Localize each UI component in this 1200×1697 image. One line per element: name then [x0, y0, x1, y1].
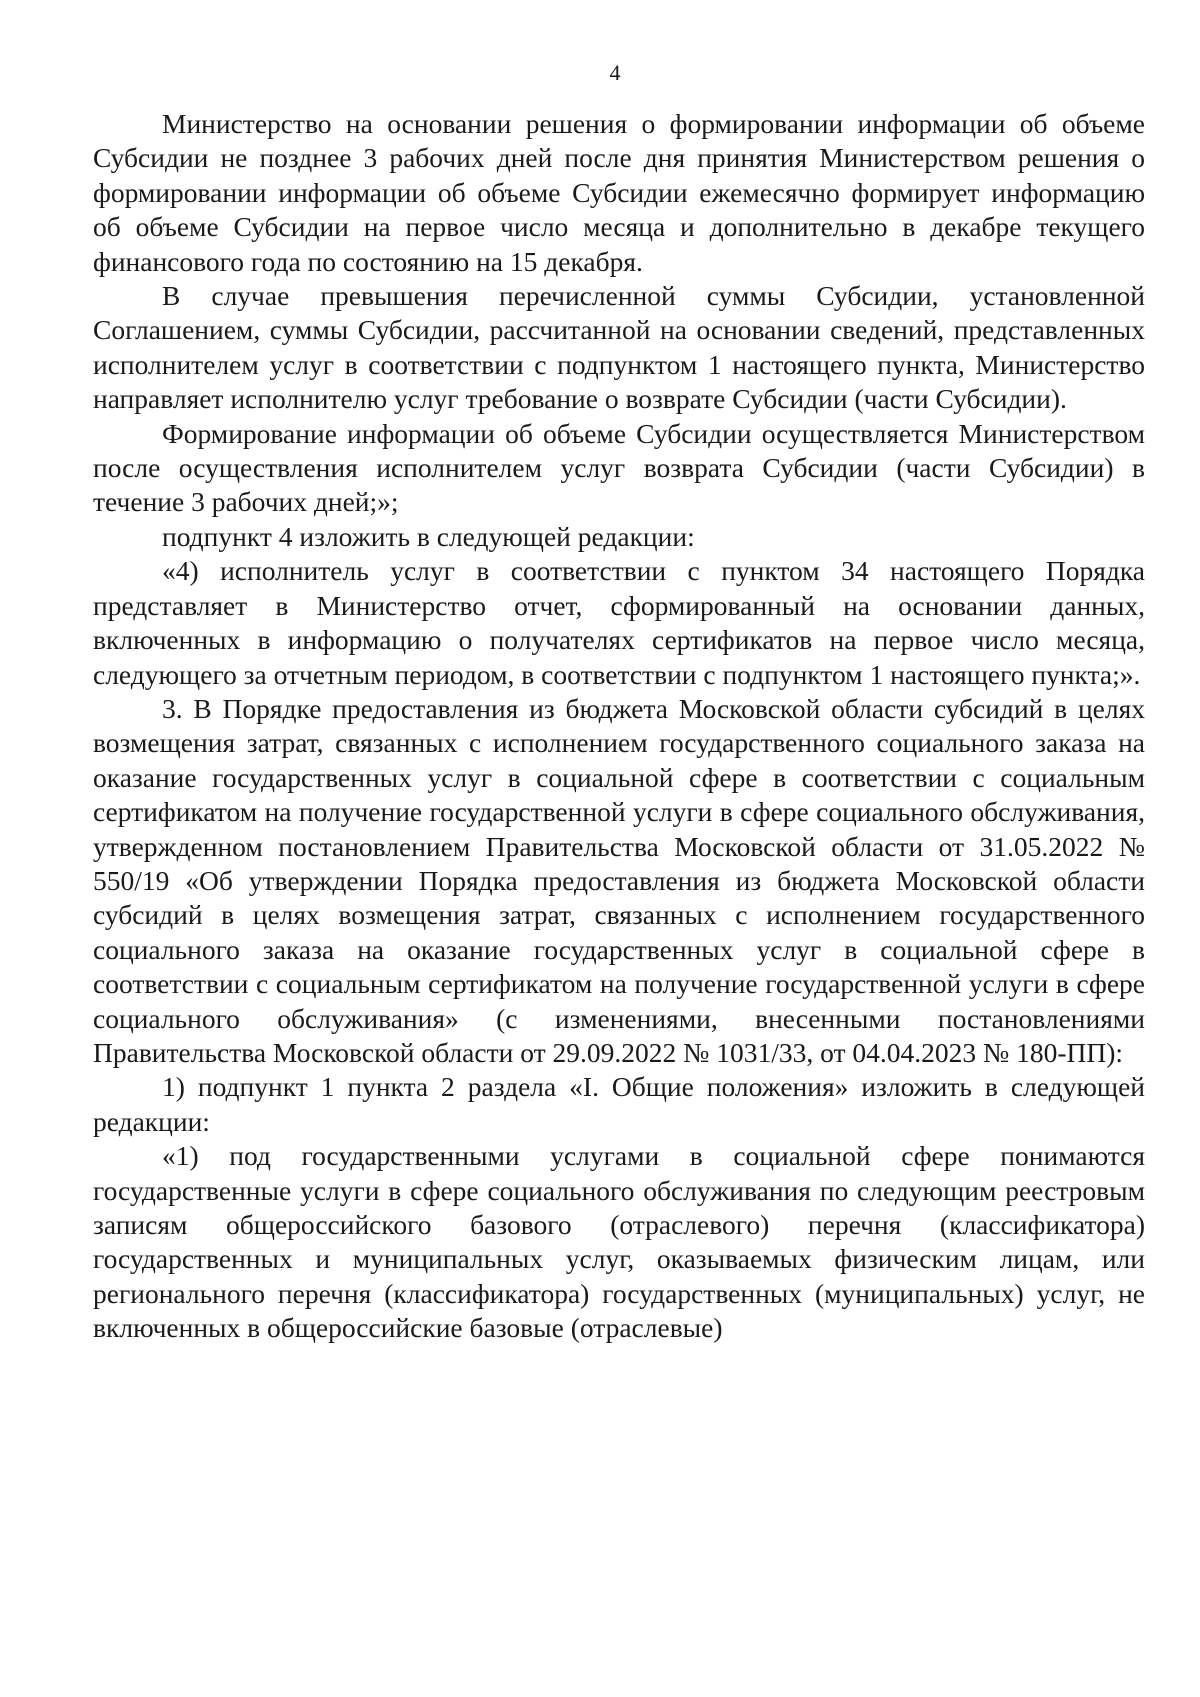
paragraph-excess-subsidy: В случае превышения перечисленной суммы Субсидии, установленной Соглашением, суммы Субсидии, рассчитанной на основании сведений, представленных исполнителем услуг в соответствии с подпунктом 1 настоящего пункта, Министерство направляет исполнителю услуг требование о возврате Субсидии (части Субсидии).: [93, 280, 1145, 415]
paragraph-subclause-1-intro: 1) подпункт 1 пункта 2 раздела «I. Общие положения» изложить в следующей редакции:: [93, 1071, 1145, 1137]
document-body: [93, 107, 1145, 1346]
paragraph-subclause-4-intro: подпункт 4 изложить в следующей редакции:: [162, 520, 695, 552]
paragraph-clause-3: 3. В Порядке предоставления из бюджета Московской области субсидий в целях возмещения затрат, связанных с исполнением государственного социального заказа на оказание государственных услуг в социальной сфере в соответствии с социальным сертификатом на получение государственной услуги в сфере социального обслуживания, утвержденном постановлением Правительства Московской области от 31.05.2022 № 550/19 «Об утверждении Порядка предоставления из бюджета Московской области субсидий в целях возмещения затрат, связанных с исполнением государственного социального заказа на оказание государственных услуг в социальной сфере в соответствии с социальным сертификатом на получение государственной услуги в сфере социального обслуживания» (с изменениями, внесенными постановлениями Правительства Московской области от 29.09.2022 № 1031/33, от 04.04.2023 № 180-ПП):: [93, 692, 1145, 1068]
paragraph-subclause-4-text: «4) исполнитель услуг в соответствии с пунктом 34 настоящего Порядка представляет в Министерство отчет, сформированный на основании данных, включенных в информацию о получателях сертификатов на первое число месяца, следующего за отчетным периодом, в соответствии с подпунктом 1 настоящего пункта;».: [93, 555, 1145, 690]
paragraph-info-formation: Формирование информации об объеме Субсидии осуществляется Министерством после осуществления исполнителем услуг возврата Субсидии (части Субсидии) в течение 3 рабочих дней;»;: [93, 417, 1145, 518]
page-number: 4: [609, 60, 621, 85]
paragraph-ministry-info: Министерство на основании решения о формировании информации об объеме Субсидии не позднее 3 рабочих дней после дня принятия Министерством решения о формировании информации об объеме Субсидии ежемесячно формирует информацию об объеме Субсидии на первое число месяца и дополнительно в декабре текущего финансового года по состоянию на 15 декабря.: [93, 108, 1145, 277]
paragraph-subclause-1-text: «1) под государственными услугами в социальной сфере понимаются государственные услуги в сфере социального обслуживания по следующим реестровым записям общероссийского базового (отраслевого) перечня (классификатора) государственных и муниципальных услуг, оказываемых физическим лицам, или регионального перечня (классификатора) государственных (муниципальных) услуг, не включенных в общероссийские базовые (отраслевые): [93, 1140, 1145, 1344]
